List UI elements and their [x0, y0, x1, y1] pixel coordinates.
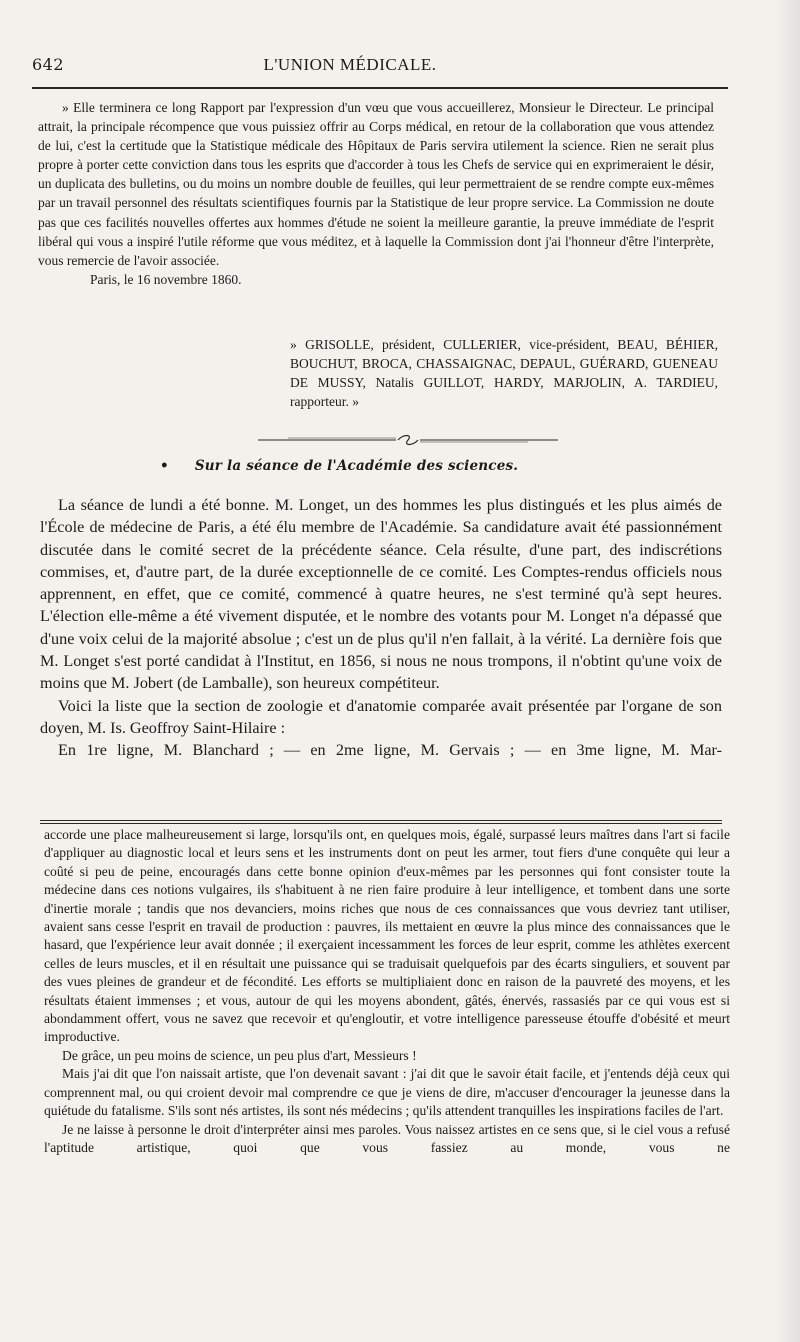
feuilleton-paragraph: accorde une place malheureusement si large, lorsqu'ils ont, en quelques mois, égalé, surpassé leurs maîtres dans l'art si facile d'appliquer au diagnostic local et leurs sens et les instruments dont on peut les armer, tout fiers d'une conquête qui leur a coûté si peu de peine, encouragés dans cette bonne opinion d'eux-mêmes par les personnes qui font consister toute la médecine dans ces notions vulgaires, ils s'habituent à ne rien faire produire à leur intelligence, et tombent dans une sorte d'inertie morale ; tandis que nos devanciers, moins riches que nous de ces connaissances que vous devriez tant utiliser, avaient sans cesse l'esprit en travail de production : pauvres, ils mettaient en œuvre la plus mince des connaissances que le hasard, que l'expérience leur avait donnée ; il exerçaient incessamment les forces de leur esprit, comme les athlètes exercent celles de leurs muscles, et il en résultait une puissance qui se traduisait quelquefois par des écarts singuliers, et souvent par des vues pleines de grandeur et de fécondité. Les efforts se multipliaient donc en raison de la pauvreté des moyens, et les résultats étaient immenses ; et vous, autour de qui les moyens abondent, gâtés, énervés, rassasiés par ce qui vous est si abondamment offert, vous ne savez que recevoir et qu'engloutir, et votre intelligence paresseuse étouffe d'obésité et meurt improductive.: [44, 827, 730, 1045]
header-rule: [32, 87, 728, 89]
chronicle-paragraph: Voici la liste que la section de zoologie et d'anatomie comparée avait présentée par l'organe de son doyen, M. Is. Geoffroy Saint-Hilaire :: [40, 696, 722, 737]
journal-title: L'UNION MÉDICALE.: [263, 55, 437, 74]
chronicle-paragraph: En 1re ligne, M. Blanchard ; — en 2me ligne, M. Gervais ; — en 3me ligne, M. Mar-: [58, 741, 722, 760]
feuilleton-paragraph: Mais j'ai dit que l'on naissait artiste, que l'on devenait savant : j'ai dit que le savoir était facile, et j'entends déjà ceux qui comprennent mal, ou qui croient devoir mal comprendre ce que je viens de dire, m'accuser d'encourager la jeunesse dans la quiétude du fatalisme. S'ils sont nés artistes, ils sont nés médecins ; qu'ils attendent tranquilles les inspirations faciles de l'art.: [44, 1066, 730, 1119]
report-signatories: » GRISOLLE, président, CULLERIER, vice-président, BEAU, BÉHIER, BOUCHUT, BROCA, CHASSAIGNAC, DEPAUL, GUÉRARD, GUENEAU DE MUSSY, Natalis GUILLOT, HARDY, MARJOLIN, A. TARDIEU, rapporteur. »: [290, 337, 718, 410]
section-title: Sur la séance de l'Académie des sciences.: [194, 458, 519, 474]
running-header: [32, 55, 728, 75]
chronicle-text: [40, 494, 722, 762]
page-number: 642: [32, 55, 65, 74]
report-conclusion: [38, 98, 714, 289]
chronicle-paragraph: La séance de lundi a été bonne. M. Longet, un des hommes les plus distingués et les plus aimés de l'École de médecine de Paris, a été élu membre de l'Académie. Sa candidature avait été passionnément discutée dans le comité secret de la précédente séance. Cela résulte, d'une part, des indiscrétions commises, et, d'autre part, de la durée exceptionnelle de ce comité. Les Comptes-rendus officiels nous apprennent, en effet, que ce comité, commencé à quatre heures, ne s'est terminé qu'à sept heures. L'élection elle-même a été vivement disputée, et le nombre des votants pour M. Longet n'a dépassé que d'une voix celui de la majorité absolue ; c'est un de plus qu'il n'en fallait, à la vérité. La dernière fois que M. Longet s'est porté candidat à l'Institut, en 1856, si nous ne nous trompons, il n'obtint qu'une voix de moins que M. Jobert (de Lamballe), son heureux compétiteur.: [40, 496, 722, 693]
feuilleton-paragraph: De grâce, un peu moins de science, un peu plus d'art, Messieurs !: [62, 1047, 417, 1063]
report-paragraph: » Elle terminera ce long Rapport par l'expression d'un vœu que vous accueillerez, Monsieur le Directeur. Le principal attrait, la principale récompence que vous puissiez offrir au Corps médical, en retour de la collaboration que vous attendez de lui, c'est la certitude que la Statistique médicale des Hôpitaux de Paris servira utilement la science. Rien ne serait plus propre à porter cette conviction dans tous les esprits que d'accorder à tous les Chefs de service qui en exprimeraient le désir, un duplicata des bulletins, ou du moins un nombre double de feuilles, qui leur permettraient de se rendre compte eux-mêmes par un travail personnel des résultats scientifiques fournis par la Statistique de leur propre service. La Commission ne doute pas que ces facilités nouvelles offertes aux hommes d'étude ne soient la meilleure garantie, la preuve immédiate de l'esprit libéral qui vous a inspiré l'utile réforme que vous méditez, et à laquelle la Commission dont j'ai l'honneur d'être l'interprète, vous remercie de l'avoir associée.: [38, 100, 714, 268]
section-bullet: •: [160, 458, 169, 474]
page-spine-shadow: [774, 0, 800, 1342]
feuilleton-paragraph: Je ne laisse à personne le droit d'interpréter ainsi mes paroles. Vous naissez artistes en ce sens que, si le ciel vous a refusé l'aptitude artistique, quoi que vous fassiez au monde, vous ne: [44, 1121, 730, 1155]
section-heading: [160, 458, 580, 474]
report-place-date: Paris, le 16 novembre 1860.: [90, 271, 242, 287]
section-ornament: [258, 433, 558, 447]
feuilleton-text: [44, 826, 730, 1157]
